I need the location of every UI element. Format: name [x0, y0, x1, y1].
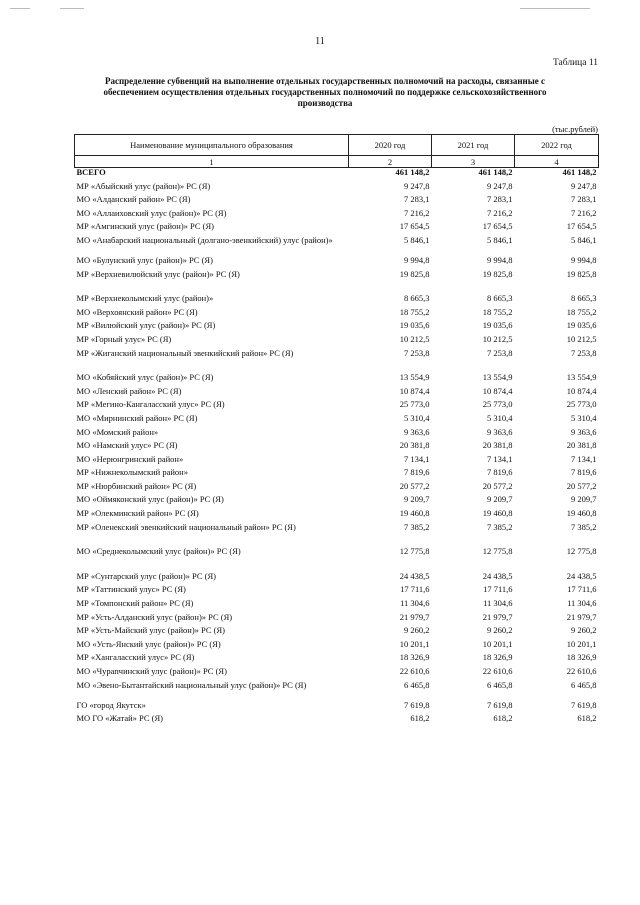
value-2022-cell: 9 209,7: [571, 494, 597, 505]
subventions-table: [74, 134, 599, 728]
value-2022-cell: 7 283,1: [571, 194, 597, 205]
column-number: 4: [515, 156, 599, 168]
total-row: [75, 168, 599, 182]
table-row: [75, 547, 599, 561]
municipality-name-cell: МО «Алданский район» РС (Я): [76, 194, 191, 205]
municipality-name-cell: МР «Верхневилюйский улус (район)» РС (Я): [76, 268, 240, 279]
value-2021-cell: 12 775,8: [482, 546, 513, 557]
value-2021-cell: 7 216,2: [487, 207, 513, 218]
value-2021-cell: 9 363,6: [487, 426, 513, 437]
column-header-2020: 2020 год: [349, 135, 432, 156]
value-2022-cell: 20 381,8: [566, 440, 597, 451]
municipality-name-cell: МР «Верхнеколымский улус (район)»: [76, 293, 214, 304]
value-2020-cell: 6 465,8: [404, 679, 430, 690]
value-2020-cell: 9 363,6: [404, 426, 430, 437]
value-2020-cell: 18 755,2: [399, 306, 430, 317]
municipality-name-cell: ГО «город Якутск»: [76, 699, 146, 710]
table-row: [75, 414, 599, 428]
value-2022-cell: 19 460,8: [566, 508, 597, 519]
column-header-2021: 2021 год: [432, 135, 515, 156]
table-row: [75, 335, 599, 349]
municipality-name-cell: МО «Чурапчинский улус (район)» РС (Я): [76, 666, 227, 676]
municipality-name-cell: МО «Булунский улус (район)» РС (Я): [76, 254, 213, 265]
value-2021-cell: 5 846,1: [487, 234, 513, 245]
column-number: 1: [75, 156, 349, 168]
value-2021-cell: 19 035,6: [482, 320, 513, 331]
municipality-name-cell: МР «Нюрбинский район» РС (Я): [76, 480, 197, 491]
value-2020-cell: 461 148,2: [395, 167, 430, 177]
value-2020-cell: 9 209,7: [404, 494, 430, 505]
table-row: [75, 373, 599, 387]
table-row: [75, 681, 599, 701]
table-row: [75, 482, 599, 496]
value-2020-cell: 17 654,5: [399, 221, 430, 232]
table-row: [75, 195, 599, 209]
municipality-name-cell: МР «Мегино-Кангаласский улус» РС (Я): [76, 399, 225, 410]
value-2021-cell: 18 755,2: [482, 306, 513, 317]
value-2022-cell: 7 385,2: [571, 521, 597, 532]
municipality-name-cell: МР «Олекминский район» РС (Я): [76, 508, 199, 519]
table-label: Таблица 11: [552, 58, 598, 68]
value-2020-cell: 618,2: [410, 713, 430, 724]
value-2020-cell: 7 253,8: [404, 347, 430, 358]
value-2022-cell: 22 610,6: [566, 666, 597, 676]
value-2020-cell: 19 460,8: [399, 508, 430, 519]
table-row: [75, 599, 599, 613]
scan-artifact: [520, 8, 590, 9]
value-2022-cell: 11 304,6: [567, 598, 597, 609]
table-row: [75, 256, 599, 270]
value-2022-cell: 7 253,8: [571, 347, 597, 358]
page-number: 11: [315, 36, 325, 47]
value-2021-cell: 10 201,1: [482, 638, 513, 649]
municipality-name-cell: МО «Анабарский национальный (долгано-эвенкийский) улус (район)»: [76, 234, 333, 245]
value-2022-cell: 7 819,6: [571, 467, 597, 478]
municipality-name-cell: МР «Томпонский район» РС (Я): [76, 598, 194, 609]
municipality-name-cell: МО «Намский улус» РС (Я): [76, 440, 178, 451]
table-row: [75, 349, 599, 363]
municipality-name-cell: МО «Эвено-Бытантайский национальный улус (район)» РС (Я): [76, 679, 307, 690]
table-row: [75, 294, 599, 308]
value-2021-cell: 17 654,5: [482, 221, 513, 232]
value-2020-cell: 24 438,5: [399, 570, 430, 581]
table-body: [75, 168, 599, 728]
table-row: [75, 387, 599, 401]
value-2021-cell: 7 134,1: [487, 453, 513, 464]
table-row: [75, 308, 599, 322]
table-row: [75, 585, 599, 599]
municipality-name-cell: МО «Мирнинский район» РС (Я): [76, 412, 198, 423]
value-2021-cell: 20 577,2: [482, 480, 513, 491]
municipality-name-cell: МР «Усть-Майский улус (район)» РС (Я): [76, 625, 225, 636]
value-2022-cell: 19 825,8: [566, 268, 597, 279]
value-2022-cell: 18 755,2: [566, 306, 597, 317]
value-2021-cell: 24 438,5: [482, 570, 513, 581]
table-title: Распределение субвенций на выполнение отдельных государственных полномочий на расходы, связанные с обеспечением осуществления отдельных государственных полномочий по поддержке сельскохозяйственного производства: [103, 76, 547, 108]
value-2020-cell: 9 260,2: [404, 625, 430, 636]
value-2020-cell: 9 247,8: [404, 180, 430, 191]
table-row: [75, 626, 599, 640]
value-2021-cell: 8 665,3: [487, 293, 513, 304]
municipality-name-cell: МО ГО «Жатай» РС (Я): [76, 713, 163, 724]
value-2020-cell: 10 201,1: [399, 638, 430, 649]
value-2022-cell: 25 773,0: [566, 399, 597, 410]
municipality-name-cell: МО «Верхоянский район» РС (Я): [76, 306, 198, 317]
value-2022-cell: 7 216,2: [571, 207, 597, 218]
value-2020-cell: 11 304,6: [400, 598, 430, 609]
value-2020-cell: 10 212,5: [399, 333, 430, 344]
table-row: [75, 572, 599, 586]
municipality-name-cell: МР «Горный улус» РС (Я): [76, 333, 172, 344]
value-2020-cell: 21 979,7: [399, 611, 430, 622]
table-row: [75, 714, 599, 728]
value-2021-cell: 19 825,8: [482, 268, 513, 279]
municipality-name-cell: МР «Амгинский улус (район)» РС (Я): [76, 221, 215, 232]
value-2020-cell: 17 711,6: [400, 584, 430, 595]
value-2022-cell: 7 134,1: [571, 453, 597, 464]
value-2021-cell: 9 260,2: [487, 625, 513, 636]
municipality-name-cell: МО «Ленский район» РС (Я): [76, 385, 182, 396]
value-2022-cell: 13 554,9: [566, 372, 597, 383]
value-2020-cell: 20 577,2: [399, 480, 430, 491]
table-row: [75, 523, 599, 537]
municipality-name-cell: МО «Среднеколымский улус (район)» РС (Я): [76, 546, 241, 557]
value-2020-cell: 5 310,4: [404, 412, 430, 423]
table-row: [75, 209, 599, 223]
header-row: [75, 135, 599, 156]
value-2020-cell: 7 134,1: [404, 453, 430, 464]
value-2021-cell: 461 148,2: [478, 167, 513, 177]
value-2020-cell: 22 610,6: [399, 666, 430, 676]
value-2021-cell: 13 554,9: [482, 372, 513, 383]
value-2022-cell: 9 363,6: [571, 426, 597, 437]
value-2021-cell: 7 385,2: [487, 521, 513, 532]
table-row: [75, 667, 599, 681]
value-2022-cell: 10 201,1: [566, 638, 597, 649]
municipality-name-cell: МР «Сунтарский улус (район)» РС (Я): [76, 570, 217, 581]
value-2021-cell: 10 212,5: [482, 333, 513, 344]
value-2021-cell: 7 819,6: [487, 467, 513, 478]
value-2022-cell: 9 260,2: [571, 625, 597, 636]
value-2022-cell: 618,2: [577, 713, 597, 724]
column-number-row: [75, 156, 599, 168]
value-2021-cell: 20 381,8: [482, 440, 513, 451]
table-row: [75, 270, 599, 284]
value-2020-cell: 5 846,1: [404, 234, 430, 245]
value-2021-cell: 9 247,8: [487, 180, 513, 191]
value-2021-cell: 9 209,7: [487, 494, 513, 505]
table-row: [75, 613, 599, 627]
table-row: [75, 640, 599, 654]
table-row: [75, 495, 599, 509]
value-2020-cell: 12 775,8: [399, 546, 430, 557]
value-2021-cell: 7 619,8: [487, 699, 513, 710]
value-2021-cell: 18 326,9: [482, 652, 513, 663]
value-2021-cell: 25 773,0: [482, 399, 513, 410]
value-2022-cell: 24 438,5: [566, 570, 597, 581]
value-2022-cell: 10 874,4: [566, 385, 597, 396]
table-row: [75, 509, 599, 523]
value-2022-cell: 461 148,2: [562, 167, 597, 177]
table-row: [75, 321, 599, 335]
municipality-name-cell: МО «Оймяконский улус (район)» РС (Я): [76, 494, 224, 505]
municipality-name-cell: МР «Таттинский улус» РС (Я): [76, 584, 186, 595]
table-row: [75, 428, 599, 442]
value-2022-cell: 9 247,8: [571, 180, 597, 191]
municipality-name-cell: МО «Усть-Янский улус (район)» РС (Я): [76, 638, 221, 649]
value-2022-cell: 17 711,6: [567, 584, 597, 595]
scan-artifact: [60, 8, 84, 9]
table-row: [75, 455, 599, 469]
value-2022-cell: 9 994,8: [571, 254, 597, 265]
table-row: [75, 182, 599, 196]
value-2021-cell: 6 465,8: [487, 679, 513, 690]
value-2021-cell: 618,2: [493, 713, 513, 724]
value-2022-cell: 21 979,7: [566, 611, 597, 622]
value-2021-cell: 7 283,1: [487, 194, 513, 205]
municipality-name-cell: МР «Хангаласский улус» РС (Я): [76, 652, 195, 663]
table-row: [75, 468, 599, 482]
value-2022-cell: 6 465,8: [571, 679, 597, 690]
value-2022-cell: 7 619,8: [571, 699, 597, 710]
value-2020-cell: 7 283,1: [404, 194, 430, 205]
value-2021-cell: 7 253,8: [487, 347, 513, 358]
scan-artifact: [10, 8, 30, 9]
value-2020-cell: 7 216,2: [404, 207, 430, 218]
value-2022-cell: 17 654,5: [566, 221, 597, 232]
value-2020-cell: 7 819,6: [404, 467, 430, 478]
municipality-name-cell: МР «Нижнеколымский район»: [76, 467, 188, 478]
value-2021-cell: 5 310,4: [487, 412, 513, 423]
municipality-name-cell: МР «Усть-Алданский улус (район)» РС (Я): [76, 611, 233, 622]
municipality-name-cell: МО «Аллаиховский улус (район)» РС (Я): [76, 207, 227, 218]
municipality-name-cell: ВСЕГО: [76, 167, 106, 177]
value-2022-cell: 5 310,4: [571, 412, 597, 423]
value-2022-cell: 8 665,3: [571, 293, 597, 304]
municipality-name-cell: МР «Жиганский национальный эвенкийский район» РС (Я): [76, 347, 294, 358]
value-2021-cell: 21 979,7: [482, 611, 513, 622]
column-header-2022: 2022 год: [515, 135, 599, 156]
value-2021-cell: 22 610,6: [482, 666, 513, 676]
municipality-name-cell: МР «Вилюйский улус (район)» РС (Я): [76, 320, 216, 331]
value-2020-cell: 8 665,3: [404, 293, 430, 304]
value-2020-cell: 19 035,6: [399, 320, 430, 331]
municipality-name-cell: МО «Нерюнгринский район»: [76, 453, 184, 464]
municipality-name-cell: МР «Оленекский эвенкийский национальный район» РС (Я): [76, 521, 296, 532]
table-row: [75, 701, 599, 715]
value-2021-cell: 10 874,4: [482, 385, 513, 396]
value-2021-cell: 9 994,8: [487, 254, 513, 265]
column-number: 2: [349, 156, 432, 168]
value-2020-cell: 19 825,8: [399, 268, 430, 279]
table-row: [75, 222, 599, 236]
column-header-name: Наименование муниципального образования: [75, 135, 349, 156]
value-2020-cell: 20 381,8: [399, 440, 430, 451]
value-2022-cell: 20 577,2: [566, 480, 597, 491]
value-2022-cell: 12 775,8: [566, 546, 597, 557]
value-2022-cell: 18 326,9: [566, 652, 597, 663]
value-2020-cell: 25 773,0: [399, 399, 430, 410]
municipality-name-cell: МО «Момский район»: [76, 426, 159, 437]
value-2020-cell: 13 554,9: [399, 372, 430, 383]
table-row: [75, 441, 599, 455]
units-label: (тыс.рублей): [552, 124, 598, 134]
municipality-name-cell: МО «Кобяйский улус (район)» РС (Я): [76, 372, 214, 383]
value-2021-cell: 11 304,6: [483, 598, 513, 609]
municipality-name-cell: МР «Абыйский улус (район)» РС (Я): [76, 180, 211, 191]
value-2021-cell: 19 460,8: [482, 508, 513, 519]
value-2021-cell: 17 711,6: [483, 584, 513, 595]
table-row: [75, 400, 599, 414]
value-2020-cell: 9 994,8: [404, 254, 430, 265]
table-row: [75, 236, 599, 256]
column-number: 3: [432, 156, 515, 168]
table-row: [75, 653, 599, 667]
value-2022-cell: 19 035,6: [566, 320, 597, 331]
value-2020-cell: 7 619,8: [404, 699, 430, 710]
value-2022-cell: 10 212,5: [566, 333, 597, 344]
value-2022-cell: 5 846,1: [571, 234, 597, 245]
value-2020-cell: 7 385,2: [404, 521, 430, 532]
value-2020-cell: 10 874,4: [399, 385, 430, 396]
value-2020-cell: 18 326,9: [399, 652, 430, 663]
